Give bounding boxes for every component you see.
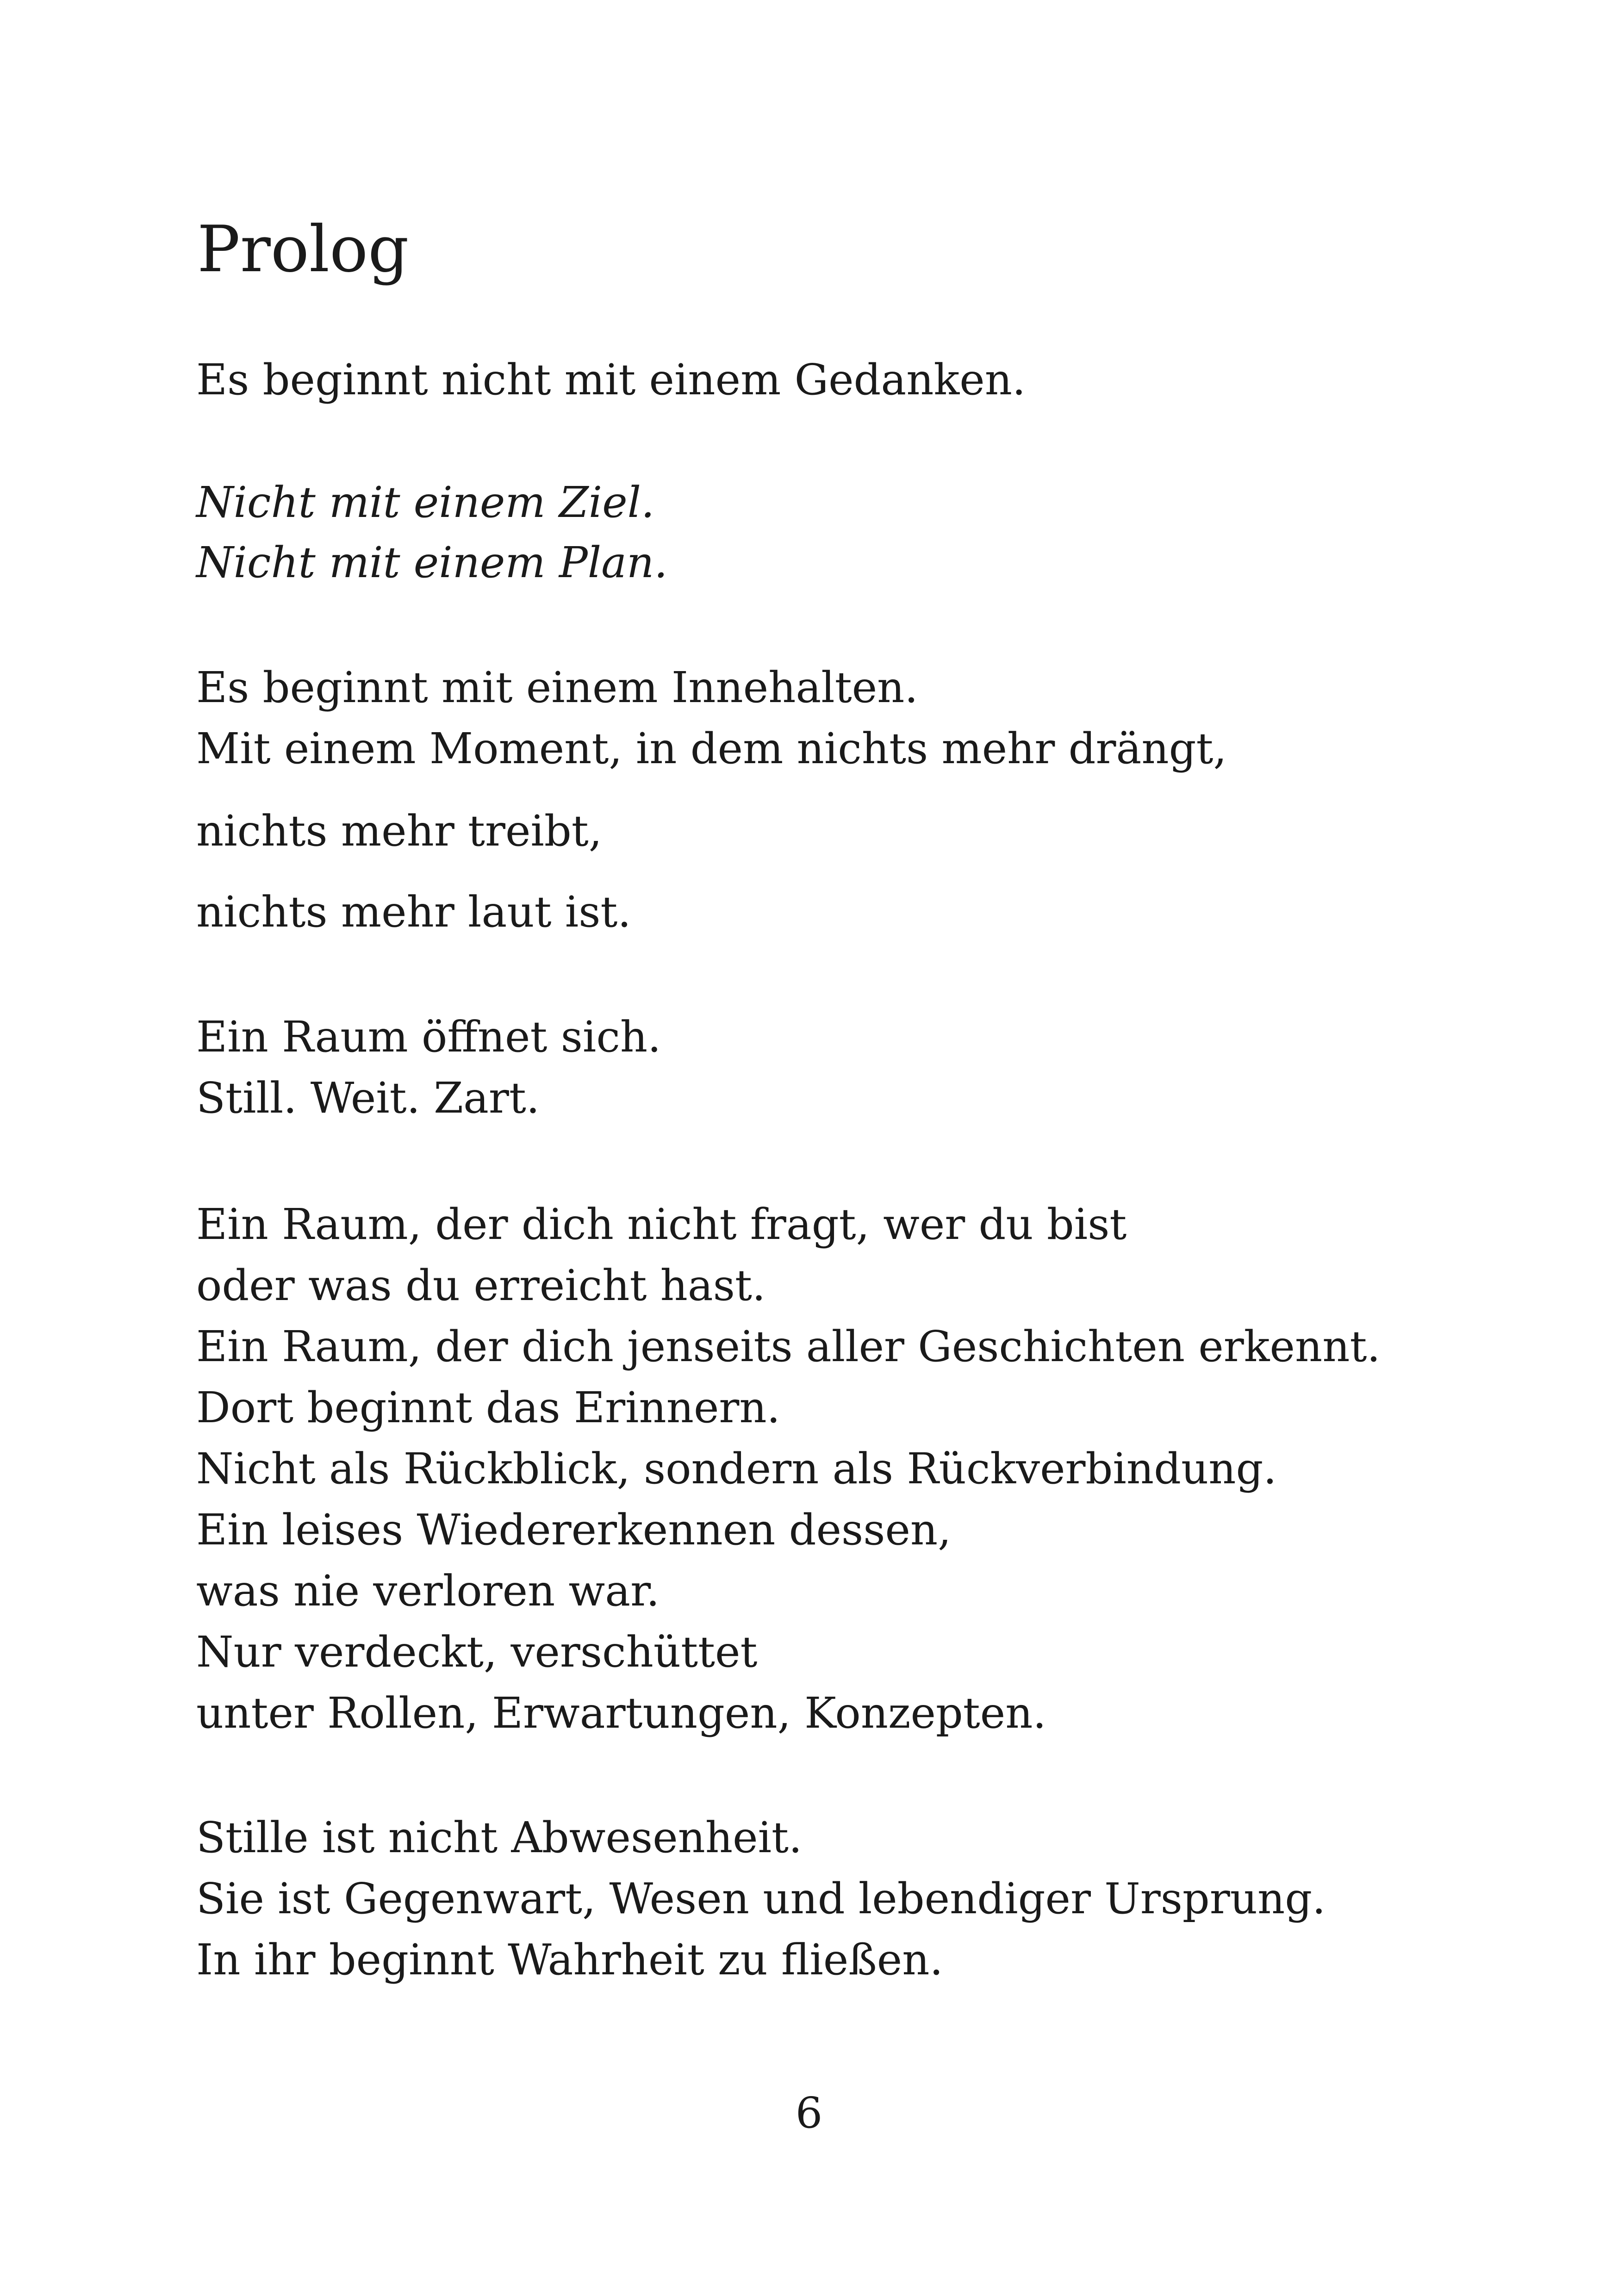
text-line: Dort beginnt das Erinnern. (196, 1383, 780, 1432)
text-line: Mit einem Moment, in dem nichts mehr drängt, (196, 724, 1227, 773)
text-line: Ein leises Wiedererkennen dessen, (196, 1505, 952, 1555)
text-line: Es beginnt nicht mit einem Gedanken. (196, 355, 1026, 404)
text-line: nichts mehr laut ist. (196, 887, 631, 937)
text-line: Still. Weit. Zart. (196, 1073, 540, 1123)
text-line: Es beginnt mit einem Innehalten. (196, 663, 918, 712)
text-line: In ihr beginnt Wahrheit zu fließen. (196, 1935, 943, 1985)
text-line: Nicht als Rückblick, sondern als Rückverbindung. (196, 1444, 1277, 1493)
text-line: Ein Raum öffnet sich. (196, 1012, 661, 1062)
text-line: oder was du erreicht hast. (196, 1261, 766, 1310)
text-line: nichts mehr treibt, (196, 806, 602, 856)
page-number: 6 (795, 2088, 823, 2138)
text-line: unter Rollen, Erwartungen, Konzepten. (196, 1688, 1046, 1738)
chapter-title: Prolog (197, 212, 409, 286)
text-line: Stille ist nicht Abwesenheit. (196, 1813, 803, 1862)
text-line: Nur verdeckt, verschüttet (196, 1627, 758, 1677)
text-line: was nie verloren war. (196, 1566, 660, 1616)
text-line-italic: Nicht mit einem Plan. (196, 538, 668, 587)
text-line: Sie ist Gegenwart, Wesen und lebendiger Ursprung. (196, 1874, 1326, 1923)
text-line: Ein Raum, der dich nicht fragt, wer du bist (196, 1200, 1127, 1249)
text-line: Ein Raum, der dich jenseits aller Geschichten erkennt. (196, 1322, 1381, 1371)
text-line-italic: Nicht mit einem Ziel. (196, 478, 655, 527)
